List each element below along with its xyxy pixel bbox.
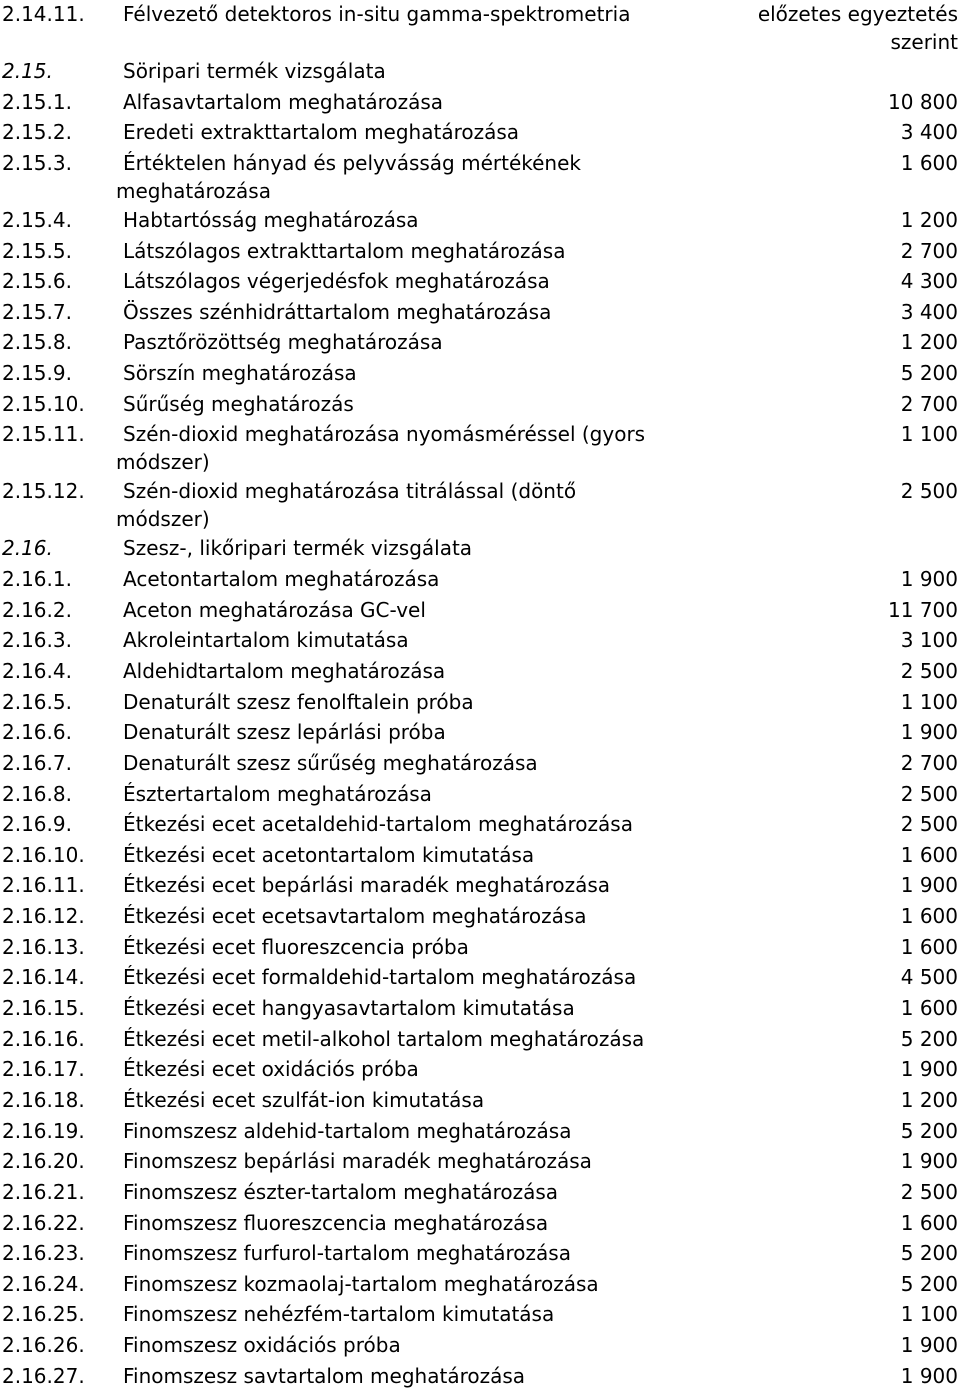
item-price: 5 200 [900,361,958,386]
item-price: előzetes egyeztetés szerint [757,2,958,54]
item-label: Sörszín meghatározása [123,361,357,386]
item-number: 2.16.2. [2,597,72,622]
item-price: 5 200 [900,1118,958,1143]
item-number: 2.16. [2,536,53,561]
item-label: Finomszesz nehézfém-tartalom kimutatása [123,1302,555,1327]
item-price: 1 600 [900,904,958,929]
item-number: 2.15.7. [2,299,72,324]
item-number: 2.16.19. [2,1118,85,1143]
price-list-row [2,118,958,149]
price-list-row [2,1362,958,1392]
item-number: 2.15.5. [2,238,72,263]
price-list-row [2,1055,958,1086]
item-price: 1 200 [900,330,958,355]
item-price: 3 400 [900,120,958,145]
item-price: 1 900 [900,1149,958,1174]
item-price: 5 200 [900,1241,958,1266]
item-number: 2.16.21. [2,1179,85,1204]
section-title: Söripari termék vizsgálata [123,59,386,83]
price-list-row [2,657,958,688]
item-label: Észtertartalom meghatározása [123,781,432,806]
price-list-row [2,359,958,390]
item-label: Denaturált szesz fenolftalein próba [123,689,474,714]
item-number: 2.14.11. [2,2,85,26]
item-number: 2.16.13. [2,934,85,959]
price-list-row [2,298,958,329]
price-list-row [2,1209,958,1240]
item-number: 2.15.12. [2,479,85,504]
item-number: 2.16.15. [2,996,85,1021]
price-list-row [2,1178,958,1209]
item-number: 2.16.10. [2,842,85,867]
item-label [116,149,698,205]
item-price: 11 700 [888,597,958,622]
item-label-line2: meghatározása [116,178,271,203]
item-label: Sűrűség meghatározás [123,391,354,416]
item-label: Finomszesz észter-tartalom meghatározása [123,1179,559,1204]
item-price: 2 700 [900,391,958,416]
item-number: 2.15.6. [2,269,72,294]
item-number: 2.16.24. [2,1271,85,1296]
item-number: 2.16.12. [2,904,85,929]
item-label: Látszólagos extrakttartalom meghatározása [123,238,566,263]
item-label: Denaturált szesz lepárlási próba [123,720,446,745]
item-number: 2.16.1. [2,567,72,592]
item-price: 1 900 [900,720,958,745]
item-number: 2.16.5. [2,689,72,714]
item-label: Összes szénhidráttartalom meghatározása [123,299,552,324]
item-label: Finomszesz kozmaolaj-tartalom meghatározása [123,1271,599,1296]
price-list-row [2,88,958,119]
item-label-line1: Szén-dioxid meghatározása titrálással (döntő [123,479,577,504]
item-price: 1 600 [900,934,958,959]
item-label [116,420,698,476]
item-label: Aldehidtartalom meghatározása [123,658,446,683]
item-label: Étkezési ecet formaldehid-tartalom meghatározása [123,965,637,990]
item-price: 2 700 [900,750,958,775]
item-number: 2.15.2. [2,120,72,145]
item-label: Aceton meghatározása GC-vel [123,597,426,622]
item-label: Étkezési ecet hangyasavtartalom kimutatása [123,996,575,1021]
price-list-row [2,267,958,298]
item-number: 2.16.8. [2,781,72,806]
item-price: 2 500 [900,479,958,504]
price-list-row [2,1300,958,1331]
item-label: Akroleintartalom kimutatása [123,628,409,653]
item-number: 2.16.16. [2,1026,85,1051]
item-price: 4 300 [900,269,958,294]
item-label: Étkezési ecet fluoreszcencia próba [123,934,469,959]
item-label: Étkezési ecet acetaldehid-tartalom meghatározása [123,812,633,837]
price-list-row [2,718,958,749]
item-number: 2.16.11. [2,873,85,898]
item-number: 2.15.10. [2,391,85,416]
price-list-row [2,390,958,421]
price-list-row [2,963,958,994]
item-label: Finomszesz fluoreszcencia meghatározása [123,1210,549,1235]
item-label: Félvezető detektoros in-situ gamma-spektrometria [123,2,631,26]
item-number: 2.16.23. [2,1241,85,1266]
price-list-row [2,810,958,841]
item-label: Étkezési ecet oxidációs próba [123,1057,419,1082]
item-label: Denaturált szesz sűrűség meghatározása [123,750,538,775]
item-price: 2 700 [900,238,958,263]
price-list-document [2,0,958,1392]
item-label: Étkezési ecet metil-alkohol tartalom meghatározása [123,1026,645,1051]
item-number: 2.16.22. [2,1210,85,1235]
price-list-row [2,1147,958,1178]
item-price: 1 600 [900,842,958,867]
item-price: 1 100 [900,1302,958,1327]
item-number: 2.16.18. [2,1087,85,1112]
price-list-row [2,902,958,933]
item-number: 2.16.14. [2,965,85,990]
item-label: Finomszesz furfurol-tartalom meghatározása [123,1241,571,1266]
item-price: 2 500 [900,812,958,837]
item-number: 2.15.11. [2,422,85,447]
price-list-row [2,328,958,359]
item-price: 2 500 [900,1179,958,1204]
price-list-row [2,749,958,780]
item-price: 1 900 [900,1333,958,1358]
item-price: 1 100 [900,422,958,447]
item-number: 2.15.1. [2,89,72,114]
item-label-line2: módszer) [116,450,210,475]
price-list-row [2,1086,958,1117]
item-label: Acetontartalom meghatározása [123,567,440,592]
item-number: 2.16.26. [2,1333,85,1358]
item-price: 3 100 [900,628,958,653]
price-list-row [2,0,958,57]
item-label: Finomszesz savtartalom meghatározása [123,1363,526,1388]
item-label: Étkezési ecet bepárlási maradék meghatározása [123,873,611,898]
item-price: 1 200 [900,207,958,232]
item-price: 1 900 [900,567,958,592]
item-number: 2.16.3. [2,628,72,653]
item-number: 2.16.20. [2,1149,85,1174]
item-label-line2: módszer) [116,507,210,532]
item-number: 2.16.6. [2,720,72,745]
item-label: Étkezési ecet szulfát-ion kimutatása [123,1087,485,1112]
item-price: 1 900 [900,873,958,898]
item-number: 2.16.27. [2,1363,85,1388]
section-header-row [2,57,958,88]
item-label: Habtartósság meghatározása [123,207,419,232]
item-number: 2.15.9. [2,361,72,386]
item-number: 2.16.4. [2,658,72,683]
item-number: 2.16.9. [2,812,72,837]
price-list-row [2,994,958,1025]
item-number: 2.16.17. [2,1057,85,1082]
item-price: 1 600 [900,996,958,1021]
price-list-row [2,237,958,268]
price-list-row [2,1117,958,1148]
price-list-row [2,780,958,811]
price-list-row [2,1270,958,1301]
item-label: Finomszesz oxidációs próba [123,1333,401,1358]
section-header-row [2,534,958,565]
item-price: 2 500 [900,781,958,806]
item-price: 5 200 [900,1271,958,1296]
item-label: Étkezési ecet acetontartalom kimutatása [123,842,535,867]
price-list-row [2,596,958,627]
item-label: Eredeti extrakttartalom meghatározása [123,120,520,145]
item-number: 2.15. [2,59,53,83]
price-list-row [2,149,958,206]
price-list-row [2,1331,958,1362]
item-price: 4 500 [900,965,958,990]
item-number: 2.15.8. [2,330,72,355]
item-label: Finomszesz aldehid-tartalom meghatározása [123,1118,572,1143]
price-list-row [2,1025,958,1056]
item-price: 1 900 [900,1057,958,1082]
item-price: 1 100 [900,689,958,714]
item-label-line1: Szén-dioxid meghatározása nyomásméréssel (gyors [123,422,646,447]
item-price: 1 600 [900,1210,958,1235]
price-list-row [2,206,958,237]
item-label: Étkezési ecet ecetsavtartalom meghatározása [123,904,587,929]
item-number: 2.15.4. [2,207,72,232]
item-price: 1 200 [900,1087,958,1112]
price-list-row [2,565,958,596]
price-list-row [2,1239,958,1270]
item-number: 2.16.25. [2,1302,85,1327]
price-list-row [2,626,958,657]
item-label: Pasztőrözöttség meghatározása [123,330,443,355]
item-price: 3 400 [900,299,958,324]
item-label: Látszólagos végerjedésfok meghatározása [123,269,550,294]
item-price: 1 900 [900,1363,958,1388]
item-price: 5 200 [900,1026,958,1051]
item-price: 10 800 [888,89,958,114]
item-label-line1: Értéktelen hányad és pelyvásság mértékének [123,150,581,175]
price-list-row [2,933,958,964]
item-number: 2.15.3. [2,150,72,175]
price-list-row [2,420,958,477]
section-title: Szesz-, likőripari termék vizsgálata [123,536,473,561]
item-price: 2 500 [900,658,958,683]
price-list-row [2,871,958,902]
item-number: 2.16.7. [2,750,72,775]
item-label: Alfasavtartalom meghatározása [123,89,444,114]
price-list-row [2,688,958,719]
price-list-row [2,477,958,534]
item-label: Finomszesz bepárlási maradék meghatározása [123,1149,592,1174]
item-label [116,477,698,533]
price-list-row [2,841,958,872]
item-price: 1 600 [900,150,958,175]
